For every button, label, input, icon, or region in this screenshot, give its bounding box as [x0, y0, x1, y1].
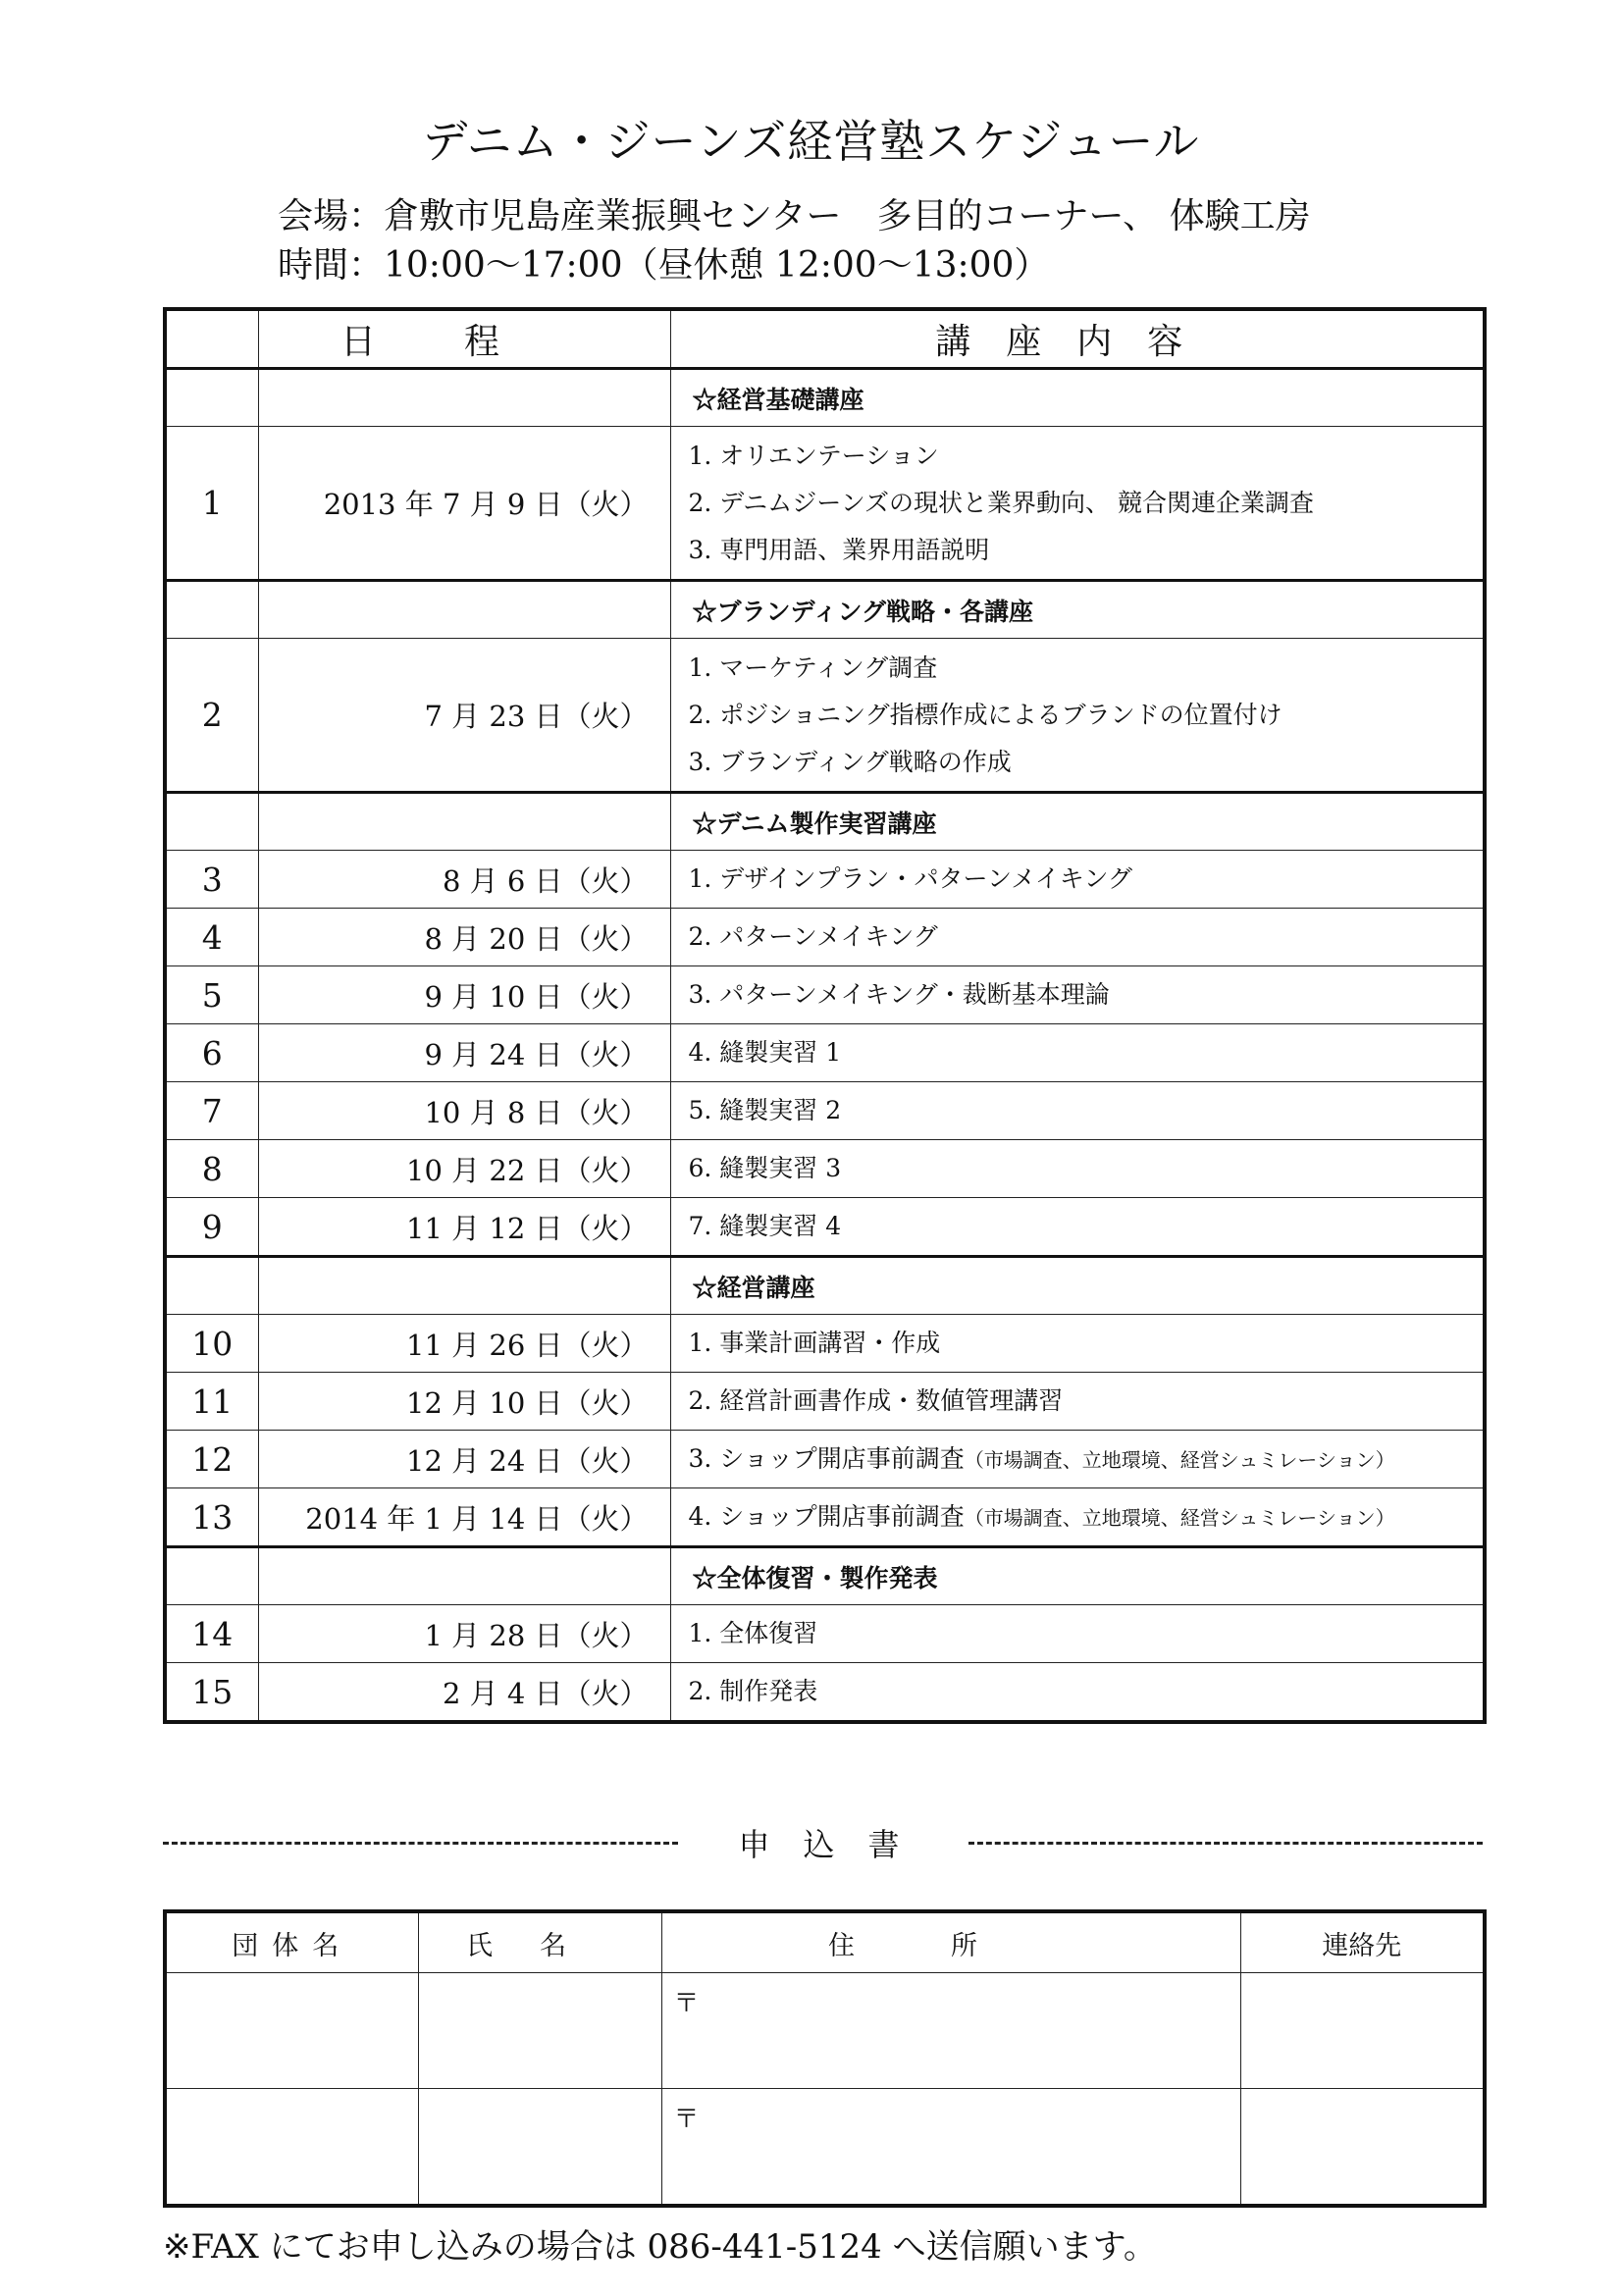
address-field[interactable] [661, 1973, 1240, 2089]
session-item-text: 7. 縫製実習 4 [688, 1212, 842, 1240]
schedule-table [163, 307, 1487, 1724]
section-row [165, 793, 1485, 851]
column-address: 住所 [661, 1911, 1240, 1973]
session-date: 10 月 8 日（火） [258, 1082, 670, 1140]
section-number-cell [165, 793, 258, 851]
section-number-cell [165, 1257, 258, 1315]
session-row [165, 1373, 1485, 1431]
page-title: デニム・ジーンズ経営塾スケジュール [422, 115, 1200, 168]
session-item [689, 913, 1484, 961]
section-title: ☆ブランディング戦略・各講座 [670, 581, 1485, 639]
session-item-text: 3. パターンメイキング・裁断基本理論 [688, 980, 1110, 1009]
session-item-text: 6. 縫製実習 3 [688, 1154, 842, 1182]
session-content [670, 1082, 1485, 1140]
name-field[interactable] [418, 1973, 661, 2089]
schedule-body [165, 309, 1485, 1722]
session-item-text: 1. オリエンテーション [688, 441, 939, 470]
column-contact: 連絡先 [1240, 1911, 1485, 1973]
fax-footnote: ※FAX にてお申し込みの場合は 086-441-5124 へ送信願います。 [163, 2227, 1157, 2267]
section-row [165, 1547, 1485, 1605]
header-date: 日程 [258, 309, 670, 369]
section-date-cell [258, 1257, 670, 1315]
divider-dash-left [163, 1842, 678, 1845]
session-item [689, 971, 1484, 1018]
session-item-text: 3. 専門用語、業界用語説明 [688, 535, 990, 564]
session-item-text: 2. デニムジーンズの現状と業界動向、 競合関連企業調査 [688, 488, 1314, 517]
schedule-header-row [165, 309, 1485, 369]
time-info: 時間：10:00～17:00（昼休憩 12:00～13:00） [278, 245, 1050, 286]
session-item [689, 1435, 1484, 1483]
section-title: ☆全体復習・製作発表 [670, 1547, 1485, 1605]
session-item [689, 433, 1484, 480]
session-item-text: 1. デザインプラン・パターンメイキング [688, 864, 1133, 893]
section-row [165, 369, 1485, 427]
session-content [670, 1373, 1485, 1431]
session-row [165, 1488, 1485, 1547]
session-item-text: 2. ポジショニング指標作成によるブランドの位置付け [688, 700, 1282, 729]
session-row [165, 851, 1485, 909]
session-content [670, 1431, 1485, 1488]
section-row [165, 581, 1485, 639]
session-number: 8 [165, 1140, 258, 1198]
section-date-cell [258, 581, 670, 639]
session-content [670, 639, 1485, 793]
session-content [670, 966, 1485, 1024]
session-number: 10 [165, 1315, 258, 1373]
session-content [670, 1663, 1485, 1723]
session-date: 9 月 10 日（火） [258, 966, 670, 1024]
session-date: 2 月 4 日（火） [258, 1663, 670, 1723]
application-form-table [163, 1909, 1487, 2208]
session-number: 6 [165, 1024, 258, 1082]
session-number: 1 [165, 427, 258, 581]
application-divider [163, 1823, 1483, 1862]
session-number: 15 [165, 1663, 258, 1723]
session-item [689, 645, 1484, 692]
session-item [689, 1378, 1484, 1425]
session-row [165, 966, 1485, 1024]
session-date: 2014 年 1 月 14 日（火） [258, 1488, 670, 1547]
application-label: 申込書 [738, 1826, 933, 1863]
session-date: 8 月 20 日（火） [258, 909, 670, 966]
session-content [670, 1605, 1485, 1663]
divider-dash-right [968, 1842, 1484, 1845]
session-number: 13 [165, 1488, 258, 1547]
application-row [165, 2089, 1485, 2207]
session-number: 11 [165, 1373, 258, 1431]
section-number-cell [165, 369, 258, 427]
session-content [670, 1488, 1485, 1547]
session-number: 9 [165, 1198, 258, 1257]
postal-mark: 〒 [673, 1989, 700, 2018]
application-header-row [165, 1911, 1485, 1973]
session-item-text: 4. ショップ開店事前調査 [688, 1502, 965, 1531]
session-item-text: 1. 事業計画講習・作成 [688, 1329, 941, 1357]
section-title: ☆経営基礎講座 [670, 369, 1485, 427]
session-item-text: 1. マーケティング調査 [688, 652, 938, 682]
section-number-cell [165, 1547, 258, 1605]
session-item-text: 4. 縫製実習 1 [688, 1038, 842, 1067]
session-item [689, 1029, 1484, 1076]
session-row [165, 1663, 1485, 1723]
session-content [670, 427, 1485, 581]
session-row [165, 909, 1485, 966]
name-field[interactable] [418, 2089, 661, 2207]
session-number: 7 [165, 1082, 258, 1140]
session-row [165, 427, 1485, 581]
session-item [689, 856, 1484, 903]
session-date: 7 月 23 日（火） [258, 639, 670, 793]
session-date: 1 月 28 日（火） [258, 1605, 670, 1663]
header-number [165, 309, 258, 369]
session-number: 3 [165, 851, 258, 909]
session-date: 12 月 10 日（火） [258, 1373, 670, 1431]
venue-info: 会場：倉敷市児島産業振興センター 多目的コーナー、 体験工房 [278, 196, 1311, 236]
session-item-note: （市場調査、立地環境、経営シュミレーション） [964, 1448, 1395, 1472]
session-date: 11 月 12 日（火） [258, 1198, 670, 1257]
session-date: 8 月 6 日（火） [258, 851, 670, 909]
session-date: 12 月 24 日（火） [258, 1431, 670, 1488]
session-item [689, 1493, 1484, 1540]
session-item-note: （市場調査、立地環境、経営シュミレーション） [964, 1506, 1395, 1530]
postal-mark: 〒 [673, 2105, 700, 2134]
session-content [670, 1315, 1485, 1373]
session-content [670, 1024, 1485, 1082]
session-item-text: 3. ブランディング戦略の作成 [688, 747, 1012, 776]
session-item-text: 2. 制作発表 [688, 1677, 818, 1705]
contact-field[interactable] [1240, 1973, 1485, 2089]
session-content [670, 1140, 1485, 1198]
section-date-cell [258, 793, 670, 851]
session-row [165, 1315, 1485, 1373]
section-title: ☆経営講座 [670, 1257, 1485, 1315]
session-row [165, 1024, 1485, 1082]
session-row [165, 1198, 1485, 1257]
application-row [165, 1973, 1485, 2089]
session-row [165, 1082, 1485, 1140]
session-item [689, 692, 1484, 739]
session-date: 10 月 22 日（火） [258, 1140, 670, 1198]
session-number: 2 [165, 639, 258, 793]
session-item-text: 2. パターンメイキング [688, 922, 938, 951]
section-row [165, 1257, 1485, 1315]
address-field[interactable] [661, 2089, 1240, 2207]
contact-field[interactable] [1240, 2089, 1485, 2207]
session-item [689, 1145, 1484, 1192]
section-date-cell [258, 369, 670, 427]
session-number: 12 [165, 1431, 258, 1488]
section-date-cell [258, 1547, 670, 1605]
session-item [689, 1320, 1484, 1367]
session-item-text: 3. ショップ開店事前調査 [688, 1444, 965, 1473]
session-item [689, 739, 1484, 786]
header-content: 講座内容 [670, 309, 1485, 369]
session-row [165, 1140, 1485, 1198]
section-title: ☆デニム製作実習講座 [670, 793, 1485, 851]
organization-field[interactable] [165, 2089, 418, 2207]
session-content [670, 1198, 1485, 1257]
session-row [165, 639, 1485, 793]
organization-field[interactable] [165, 1973, 418, 2089]
column-name: 氏名 [418, 1911, 661, 1973]
session-date: 11 月 26 日（火） [258, 1315, 670, 1373]
session-item [689, 1610, 1484, 1657]
session-number: 14 [165, 1605, 258, 1663]
column-organization: 団体名 [165, 1911, 418, 1973]
session-item [689, 527, 1484, 574]
session-number: 5 [165, 966, 258, 1024]
session-date: 9 月 24 日（火） [258, 1024, 670, 1082]
session-item-text: 1. 全体復習 [688, 1619, 818, 1647]
session-content [670, 909, 1485, 966]
section-number-cell [165, 581, 258, 639]
session-item [689, 1087, 1484, 1134]
session-item [689, 1668, 1484, 1715]
session-content [670, 851, 1485, 909]
session-item-text: 2. 経営計画書作成・数値管理講習 [688, 1386, 1064, 1415]
session-item [689, 480, 1484, 527]
session-item-text: 5. 縫製実習 2 [688, 1096, 842, 1124]
session-row [165, 1605, 1485, 1663]
session-number: 4 [165, 909, 258, 966]
session-row [165, 1431, 1485, 1488]
session-item [689, 1203, 1484, 1250]
session-date: 2013 年 7 月 9 日（火） [258, 427, 670, 581]
